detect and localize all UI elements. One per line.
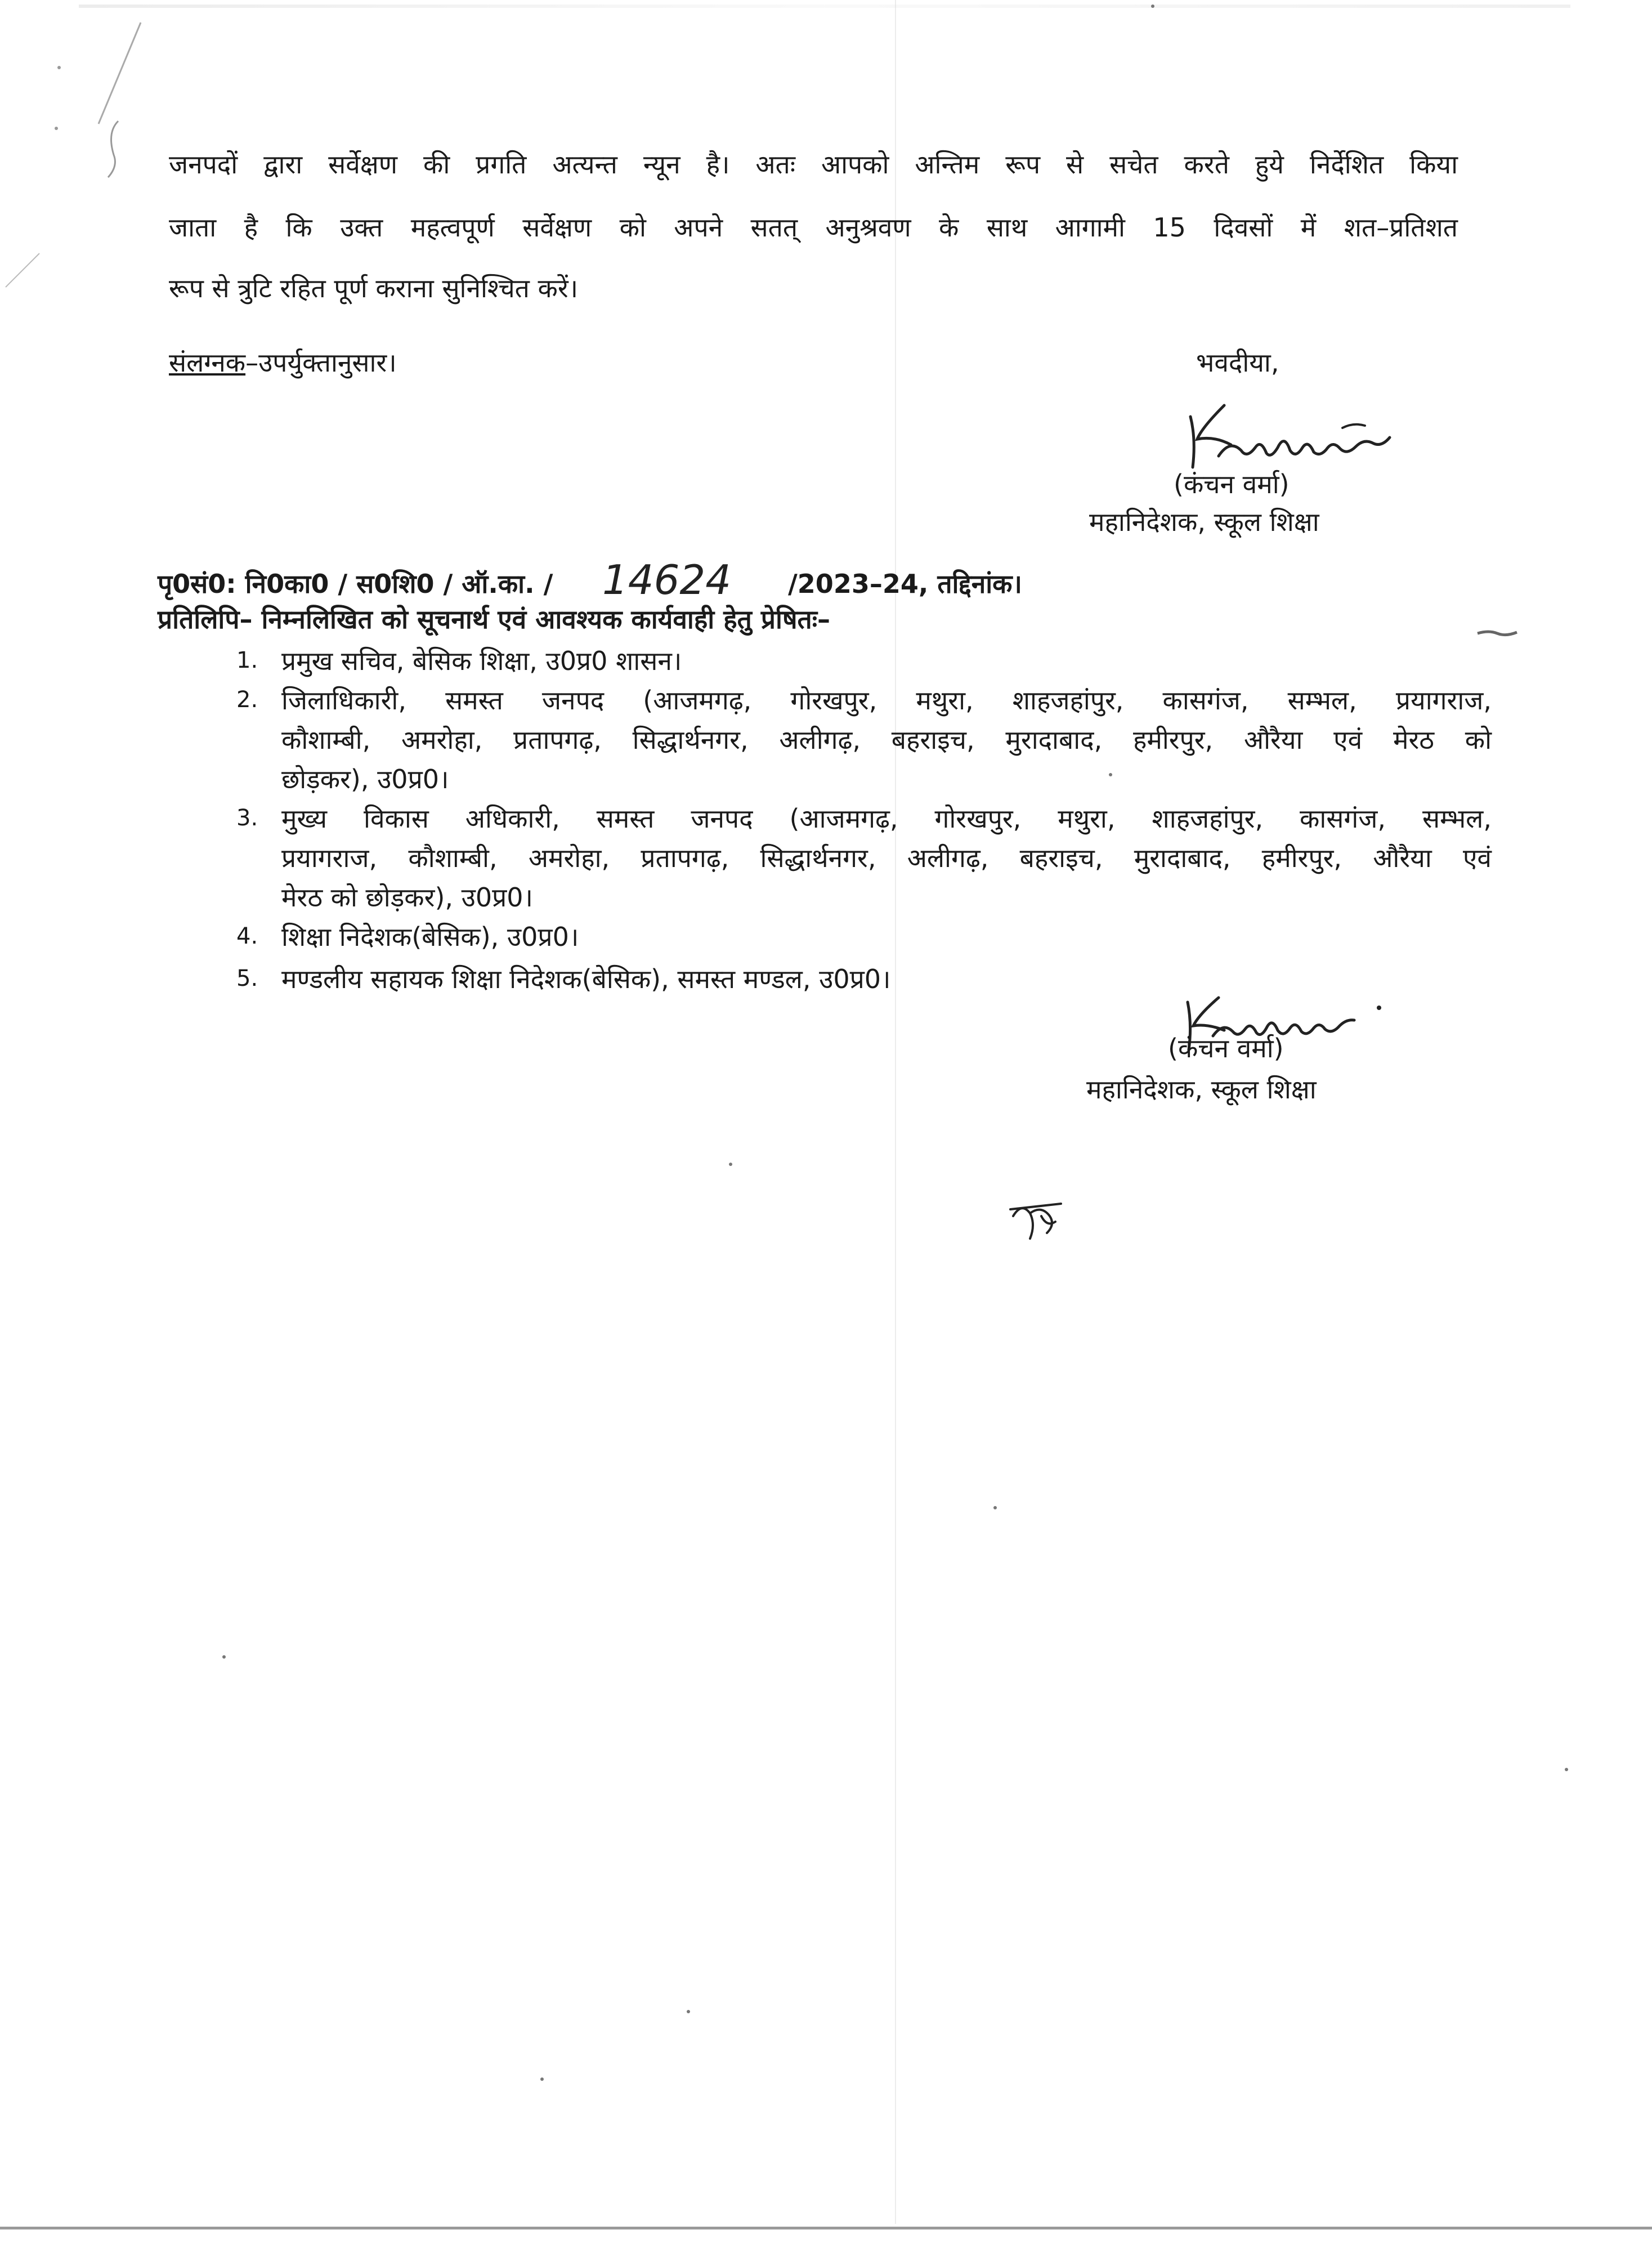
list-item-1-line-1: प्रमुख सचिव, बेसिक शिक्षा, उ0प्र0 शासन। <box>281 646 682 676</box>
scan-bottom-edge <box>0 2227 1652 2229</box>
list-item-number: 1. <box>236 647 258 673</box>
list-item-4-line-1: शिक्षा निदेशक(बेसिक), उ0प्र0। <box>281 922 579 952</box>
list-item-2-line-3: छोड़कर), उ0प्र0। <box>281 764 449 794</box>
list-item-3-line-2: प्रयागराज, कौशाम्बी, अमरोहा, प्रतापगढ़, सिद्धार्थनगर, अलीगढ़, बहराइच, मुरादाबाद, हमीरपुर, औरैया एवं <box>281 843 1492 873</box>
enclosure-text: –उपर्युक्तानुसार। <box>245 347 397 378</box>
signatory-2-designation: महानिदेशक, स्कूल शिक्षा <box>1086 1074 1317 1105</box>
signatory-1-name: (कंचन वर्मा) <box>1174 469 1290 499</box>
scan-speck <box>729 1163 732 1166</box>
scan-speck <box>687 2010 690 2013</box>
reference-prefix: पृ0सं0: नि0का0 / स0शि0 / ऑ.का. / <box>158 569 553 599</box>
body-paragraph-line-1: जनपदों द्वारा सर्वेक्षण की प्रगति अत्यन्त न्यून है। अतः आपको अन्तिम रूप से सचेत करते हुये निर्देशित किया <box>169 149 1458 180</box>
scan-speck <box>1565 1768 1568 1771</box>
enclosure-line <box>169 345 397 379</box>
reference-suffix: /2023–24, तद्दिनांक। <box>788 569 1022 599</box>
scan-speck <box>222 1655 226 1659</box>
enclosure-label: संलग्नक <box>169 347 246 378</box>
signatory-1-designation: महानिदेशक, स्कूल शिक्षा <box>1089 507 1319 537</box>
list-item-3-line-1: मुख्य विकास अधिकारी, समस्त जनपद (आजमगढ़, गोरखपुर, मथुरा, शाहजहांपुर, कासगंज, सम्भल, <box>281 803 1492 834</box>
scan-speck <box>1151 5 1154 8</box>
scan-fold-line <box>895 0 896 2224</box>
body-paragraph-line-2: जाता है कि उक्त महत्वपूर्ण सर्वेक्षण को अपने सतत् अनुश्रवण के साथ आगामी 15 दिवसों में शत–प्रतिशत <box>169 212 1458 243</box>
list-item-3-line-3: मेरठ को छोड़कर), उ0प्र0। <box>281 882 533 913</box>
scan-speck <box>993 1506 997 1509</box>
scan-top-edge <box>79 5 1570 8</box>
list-item-number: 4. <box>236 923 258 949</box>
list-item-number: 5. <box>236 966 258 991</box>
list-item-2-line-1: जिलाधिकारी, समस्त जनपद (आजमगढ़, गोरखपुर, मथुरा, शाहजहांपुर, कासगंज, सम्भल, प्रयागराज, <box>281 685 1492 716</box>
copy-to-heading: प्रतिलिपि– निम्नलिखित को सूचनार्थ एवं आवश्यक कार्यवाही हेतु प्रेषितः– <box>158 604 831 635</box>
handwritten-reference-number <box>599 552 763 608</box>
body-paragraph-line-3: रूप से त्रुटि रहित पूर्ण कराना सुनिश्चित करें। <box>169 273 579 303</box>
scan-smudge <box>1475 625 1520 642</box>
list-item-2-line-2: कौशाम्बी, अमरोहा, प्रतापगढ़, सिद्धार्थनगर, अलीगढ़, बहराइच, मुरादाबाद, हमीरपुर, औरैया एवं मेरठ को <box>281 725 1492 755</box>
handwritten-reference-text: 14624 <box>602 556 732 604</box>
handwritten-initials <box>1008 1194 1069 1250</box>
list-item-number: 3. <box>236 805 258 831</box>
closing-salutation: भवदीया, <box>1196 347 1279 378</box>
list-item-5-line-1: मण्डलीय सहायक शिक्षा निदेशक(बेसिक), समस्त मण्डल, उ0प्र0। <box>281 964 891 994</box>
list-item-number: 2. <box>236 687 258 713</box>
scan-speck <box>540 2077 544 2081</box>
scan-corner-marks <box>0 0 146 293</box>
signatory-2-name: (कंचन वर्मा) <box>1168 1033 1284 1064</box>
